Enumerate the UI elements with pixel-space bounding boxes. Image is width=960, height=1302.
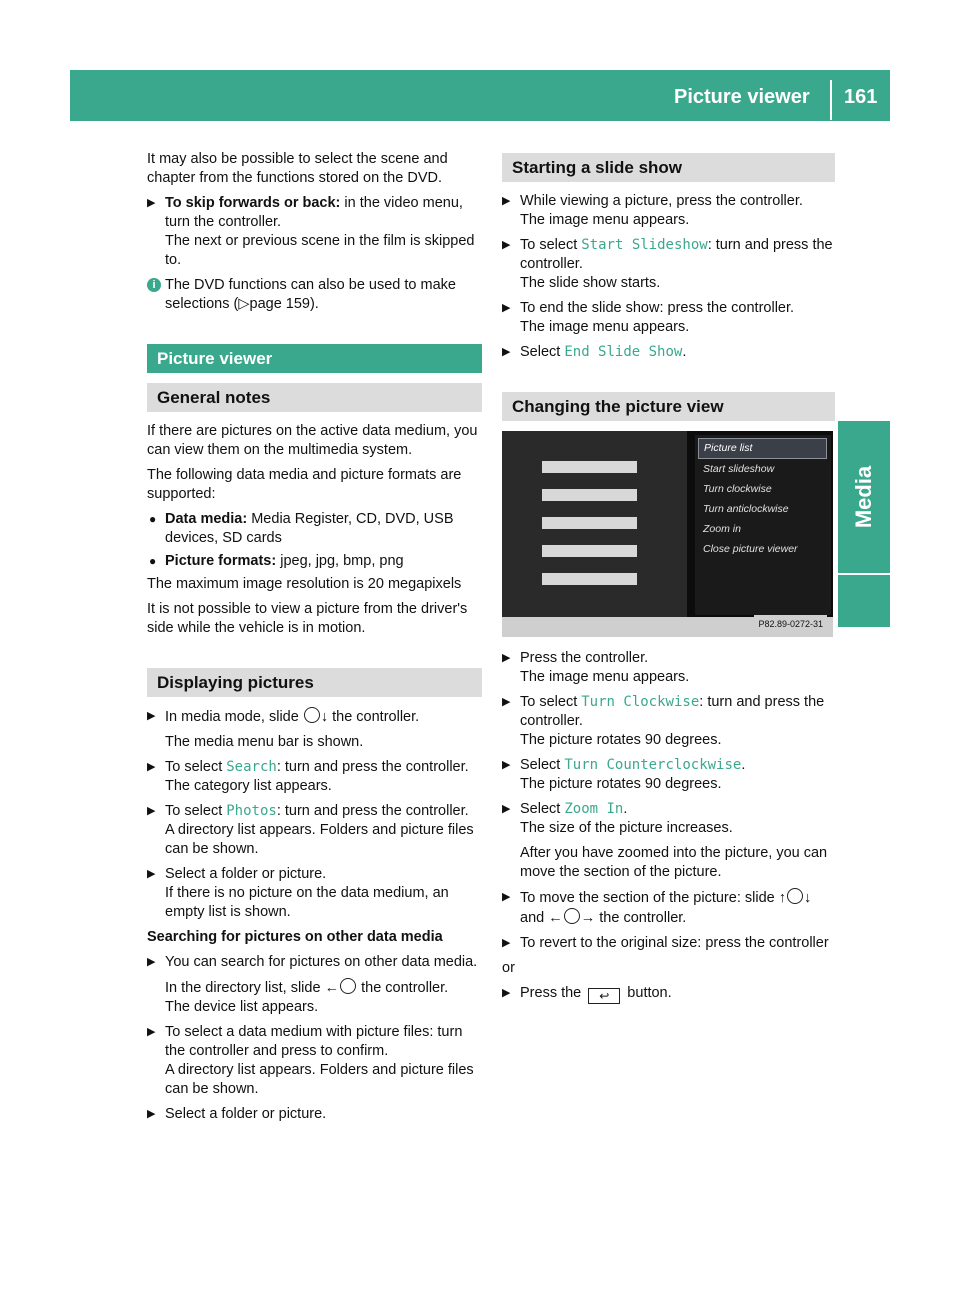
side-tab-label-box xyxy=(838,421,890,573)
photo-stripe xyxy=(542,489,637,501)
menu-item-zoom-in[interactable]: Zoom in xyxy=(703,523,741,535)
ui-label-end-slide-show: End Slide Show xyxy=(564,344,683,360)
photo-stripe xyxy=(542,545,637,557)
info-note: i The DVD functions can also be used to make selections (▷page 159). xyxy=(147,276,482,314)
controller-icon xyxy=(564,908,580,924)
step-arrow-icon: ▶ xyxy=(502,759,511,771)
list-item: ● Picture formats: jpeg, jpg, bmp, png xyxy=(149,553,404,569)
step-arrow-icon: ▶ xyxy=(502,652,511,664)
step-arrow-icon: ▶ xyxy=(147,805,156,817)
general-p3: The maximum image resolution is 20 megapixels xyxy=(147,576,462,592)
slideshow-step-3: ▶ To end the slide show: press the controller. The image menu appears. xyxy=(502,300,795,335)
slideshow-step-1: ▶ While viewing a picture, press the controller. The image menu appears. xyxy=(502,193,803,228)
step-arrow-icon: ▶ xyxy=(147,956,156,968)
side-tab-label: Media xyxy=(851,465,876,529)
side-tab-block xyxy=(838,575,890,627)
image-menu xyxy=(695,435,831,615)
step-arrow-icon: ▶ xyxy=(502,987,511,999)
change-step-4: ▶ Select Zoom In. The size of the picture increases. xyxy=(502,801,733,836)
display-step-3: ▶ To select Photos: turn and press the controller. A directory list appears. Folders and picture files can be shown. xyxy=(147,803,474,857)
page-ref-link[interactable]: page 159). xyxy=(249,296,319,312)
ui-label-search: Search xyxy=(226,759,277,775)
general-p2: The following data media and picture formats are supported: xyxy=(147,467,462,502)
step-arrow-icon: ▶ xyxy=(502,239,511,251)
arrow-up-icon: ↑ xyxy=(778,890,786,906)
change-step-7: ▶ Press the ↩ button. xyxy=(502,985,672,1003)
ui-label-turn-counterclockwise: Turn Counterclockwise xyxy=(564,757,742,773)
step-arrow-icon: ▶ xyxy=(147,761,156,773)
arrow-right-icon: → xyxy=(580,910,596,926)
ui-label-turn-clockwise: Turn Clockwise xyxy=(581,694,700,710)
change-step-6: ▶ To revert to the original size: press the controller xyxy=(502,935,829,951)
step-arrow-icon: ▶ xyxy=(147,868,156,880)
page-ref-arrow-icon: ▷ xyxy=(238,296,250,312)
search-step-1-result-2: The device list appears. xyxy=(165,999,319,1015)
change-step-4-result: After you have zoomed into the picture, you can move the section of the picture. xyxy=(520,845,828,880)
slideshow-step-2: ▶ To select Start Slideshow: turn and press the controller. The slide show starts. xyxy=(502,237,833,291)
changing-heading: Changing the picture view xyxy=(502,392,835,421)
menu-item-turn-clockwise[interactable]: Turn clockwise xyxy=(703,483,772,495)
search-step-2: ▶ To select a data medium with picture files: turn the controller and press to confirm. A directory list appears. Folders and picture files can be shown. xyxy=(147,1024,474,1097)
page-number: 161 xyxy=(844,86,878,108)
intro-text: It may also be possible to select the scene and chapter from the functions stored on the DVD. xyxy=(147,151,448,186)
list-item: ● Data media: Media Register, CD, DVD, USB devices, SD cards xyxy=(149,511,454,546)
bullet-icon: ● xyxy=(149,554,157,568)
picture-viewer-screenshot xyxy=(502,431,833,637)
right-column xyxy=(502,150,835,1010)
general-p1: If there are pictures on the active data medium, you can view them on the multimedia system. xyxy=(147,423,478,458)
controller-icon xyxy=(787,888,803,904)
general-notes-heading: General notes xyxy=(147,383,482,412)
photo-stripe xyxy=(542,573,637,585)
section-title: Picture viewer xyxy=(147,344,482,373)
step-arrow-icon: ▶ xyxy=(502,891,511,903)
search-step-1-result: In the directory list, slide ← the controller. xyxy=(165,980,449,996)
menu-item-turn-anticlockwise[interactable]: Turn anticlockwise xyxy=(703,503,789,515)
slideshow-step-4: ▶ Select End Slide Show. xyxy=(502,344,687,360)
menu-item-picture-list[interactable]: Picture list xyxy=(698,438,827,459)
header-separator xyxy=(830,80,832,120)
arrow-down-icon: ↓ xyxy=(803,890,812,906)
figure-code: P82.89-0272-31 xyxy=(754,615,827,634)
photo-stripe xyxy=(542,517,637,529)
change-step-5: ▶ To move the section of the picture: slide ↑ ↓ and ← → the controller. xyxy=(502,890,812,926)
general-p4: It is not possible to view a picture from the driver's side while the vehicle is in motion. xyxy=(147,601,468,636)
skip-step: ▶ To skip forwards or back: in the video menu, turn the controller. The next or previous scene in the film is skipped to. xyxy=(147,195,475,268)
displaying-heading: Displaying pictures xyxy=(147,668,482,697)
controller-icon xyxy=(340,978,356,994)
slideshow-heading: Starting a slide show xyxy=(502,153,835,182)
step-arrow-icon: ▶ xyxy=(502,937,511,949)
change-step-2: ▶ To select Turn Clockwise: turn and press the controller. The picture rotates 90 degrees. xyxy=(502,694,825,748)
back-button-icon: ↩ xyxy=(588,988,620,1004)
searching-subheading: Searching for pictures on other data media xyxy=(147,929,443,945)
search-step-1: ▶ You can search for pictures on other data media. xyxy=(147,954,478,970)
display-step-2: ▶ To select Search: turn and press the controller. The category list appears. xyxy=(147,759,469,794)
page-title: Picture viewer xyxy=(674,86,810,108)
display-step-1-result: The media menu bar is shown. xyxy=(165,734,364,750)
ui-label-zoom-in: Zoom In xyxy=(564,801,624,817)
step-arrow-icon: ▶ xyxy=(147,1108,156,1120)
step-arrow-icon: ▶ xyxy=(502,195,511,207)
step-arrow-icon: ▶ xyxy=(502,302,511,314)
or-text: or xyxy=(502,960,515,976)
step-arrow-icon: ▶ xyxy=(502,696,511,708)
info-icon: i xyxy=(147,278,161,292)
step-arrow-icon: ▶ xyxy=(502,803,511,815)
change-step-3: ▶ Select Turn Counterclockwise. The picture rotates 90 degrees. xyxy=(502,757,746,792)
ui-label-start-slideshow: Start Slideshow xyxy=(581,237,708,253)
step-arrow-icon: ▶ xyxy=(147,1026,156,1038)
display-step-1: ▶ In media mode, slide ↓ the controller. xyxy=(147,709,420,725)
step-arrow-icon: ▶ xyxy=(147,197,156,209)
controller-icon xyxy=(304,707,320,723)
arrow-left-icon: ← xyxy=(324,980,340,996)
search-step-3: ▶ Select a folder or picture. xyxy=(147,1106,327,1122)
photo-stripe xyxy=(542,461,637,473)
bullet-icon: ● xyxy=(149,512,157,526)
step-arrow-icon: ▶ xyxy=(502,346,511,358)
step-arrow-icon: ▶ xyxy=(147,710,156,722)
arrow-left-icon: ← xyxy=(548,910,563,926)
display-step-4: ▶ Select a folder or picture. If there is no picture on the data medium, an empty list is shown. xyxy=(147,866,449,920)
change-step-1: ▶ Press the controller. The image menu appears. xyxy=(502,650,690,685)
menu-item-start-slideshow[interactable]: Start slideshow xyxy=(703,463,775,475)
arrow-down-icon: ↓ xyxy=(320,709,329,725)
left-column xyxy=(147,150,482,1130)
menu-item-close-picture-viewer[interactable]: Close picture viewer xyxy=(703,543,798,555)
ui-label-photos: Photos xyxy=(226,803,277,819)
